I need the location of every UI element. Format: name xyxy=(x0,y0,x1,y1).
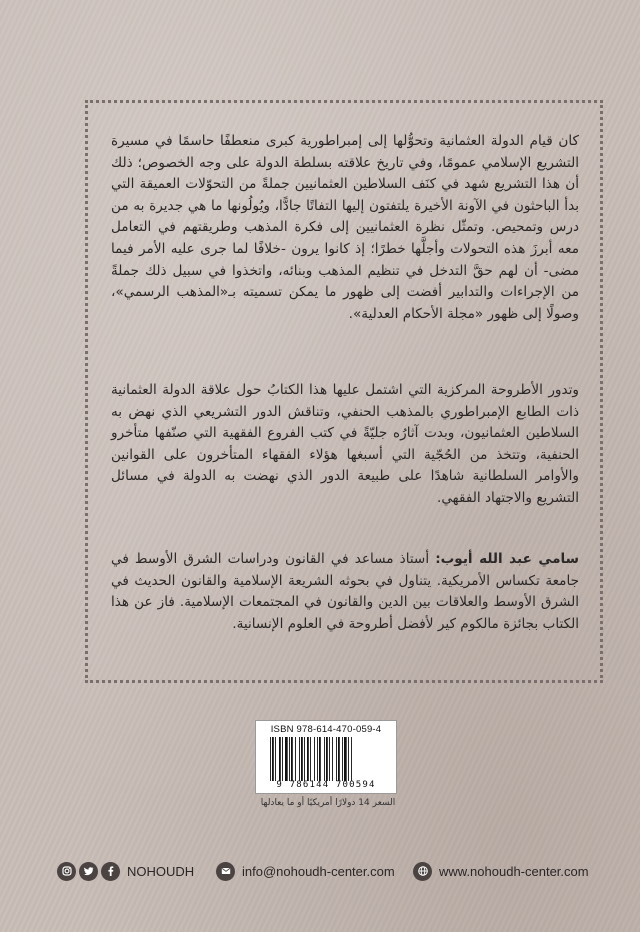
description-paragraph-1: كان قيام الدولة العثمانية وتحوُّلها إلى إمبراطورية كبرى منعطفًا حاسمًا في مسيرة التشريع الإسلامي عمومًا، وفي تاريخ علاقته بسلطة الدولة على وجه الخصوص؛ ذلك أن هذا التشريع شهد في كنَف السلاطين العثمانيين جملةً من التحوّلات العميقة التي بدأ الباحثون في الآونة الأخيرة يلتفتون إليها التفاتًا جادًّا، ويُولُونها ما هي جديرة به من درس وتمحيص. وتمثّل نظرة العثمانيين إلى فكرة المذهب وطريقتهم في التعامل معه أبرزَ هذه التحولات وأجلَّها خطرًا؛ إذ كانوا يرون -خلافًا لما جرى عليه الأمر فيما مضى- أن لهم حقَّ التدخل في تنظيم المذهب وبنائه، واتخذوا في سبيل ذلك جملةً من الإجراءات والتدابير أفضت إلى ظهور ما يمكن تسميته بـ«المذهب الرسمي»، وصولًا إلى ظهور «مجلة الأحكام العدلية». xyxy=(111,133,579,322)
barcode-digits: 9 786144 700594 xyxy=(276,780,376,790)
isbn-label: ISBN 978-614-470-059-4 xyxy=(270,724,382,735)
social-handle[interactable]: NOHOUDH xyxy=(127,863,195,879)
twitter-icon[interactable] xyxy=(79,862,98,881)
website-url[interactable]: www.nohoudh-center.com xyxy=(439,863,589,879)
author-bio-paragraph xyxy=(111,549,579,635)
author-bio-text: أستاذ مساعد في القانون ودراسات الشرق الأوسط في جامعة تكساس الأمريكية. يتناول في بحوثه الشريعة الإسلامية والقانون الحديث في الشرق الأوسط والعلاقات بين الدين والقانون في المجتمعات الإسلامية. فاز عن هذا الكتاب بجائزة مالكوم كير لأفضل أطروحة في العلوم الإنسانية. xyxy=(111,551,579,632)
email-link[interactable] xyxy=(216,861,395,881)
globe-icon xyxy=(413,862,432,881)
isbn-barcode-box xyxy=(255,720,397,794)
facebook-icon[interactable] xyxy=(101,862,120,881)
barcode-image xyxy=(268,737,386,781)
instagram-icon[interactable] xyxy=(57,862,76,881)
description-paragraph-2: وتدور الأطروحة المركزية التي اشتمل عليها هذا الكتابُ حول علاقة الدولة العثمانية ذات الطابع الإمبراطوري بالمذهب الحنفي، وتناقش الدور التشريعي الذي نهض به السلاطين العثمانيون، وبدت آثارُه جليّةً في كتب الفروع الفقهية التي صنّفها متأخرو الحنفية، وتتخذ من الحُجّية التي أسبغها هؤلاء الفقهاء المتأخرون على القوانين والأوامر السلطانية شاهدًا على طبيعة الدور الذي نهضت به الدولة في مسائل التشريع والاجتهاد الفقهي. xyxy=(111,382,579,506)
email-icon xyxy=(216,862,235,881)
website-link[interactable] xyxy=(413,861,589,881)
author-name: سامي عبد الله أيوب: xyxy=(435,551,580,567)
email-address[interactable]: info@nohoudh-center.com xyxy=(242,863,395,879)
price-text: السعر 14 دولارًا أمريكيًا أو ما يعادلها xyxy=(260,798,396,808)
social-links xyxy=(57,861,194,881)
